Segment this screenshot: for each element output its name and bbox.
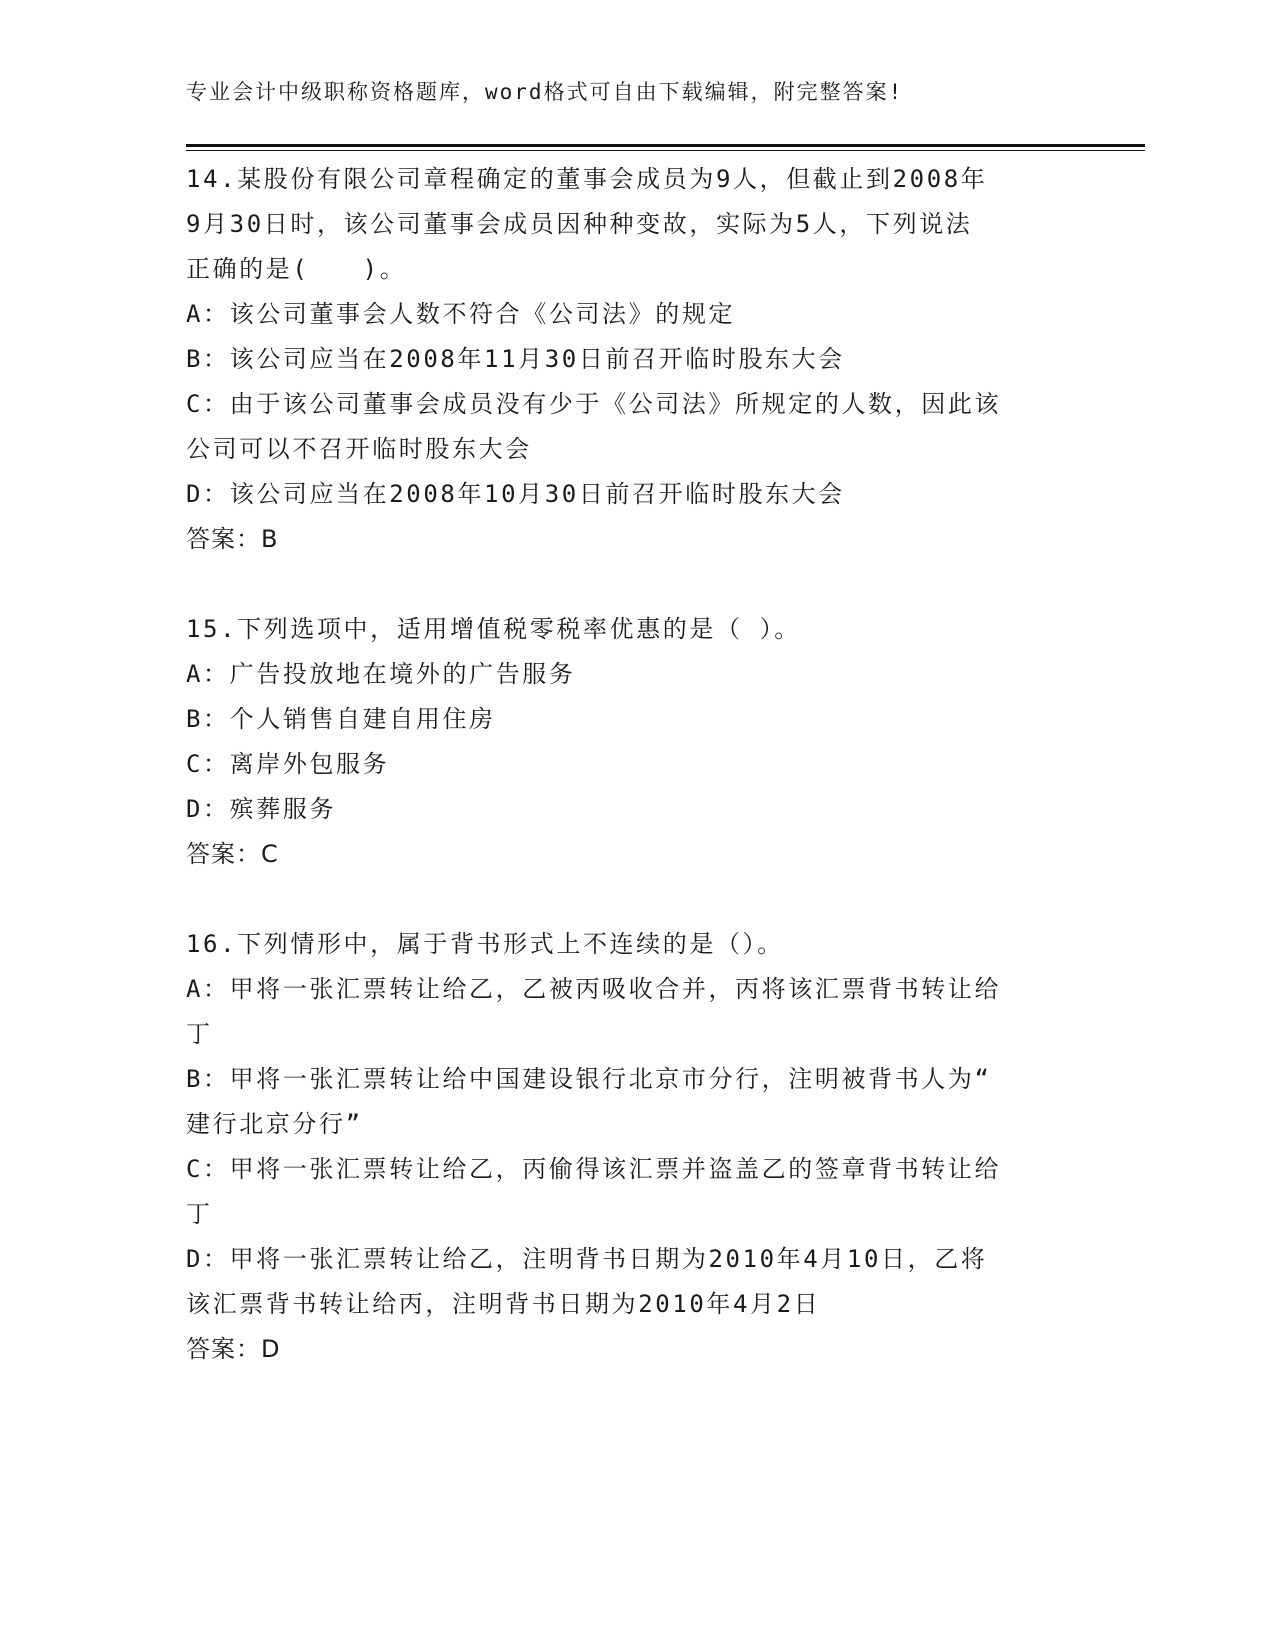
header-rule-thin (186, 150, 1145, 151)
option-c: C：由于该公司董事会成员没有少于《公司法》所规定的人数，因此该 (186, 390, 1002, 418)
option-c-continued: 丁 (186, 1200, 213, 1228)
option-b-continued: 建行北京分行” (186, 1110, 363, 1138)
answer: 答案：D (186, 1335, 281, 1363)
option-d-continued: 该汇票背书转让给丙，注明背书日期为2010年4月2日 (186, 1290, 821, 1318)
spacer (186, 877, 1066, 922)
answer: 答案：C (186, 840, 279, 868)
question-15 (186, 607, 1066, 877)
option-d: D：该公司应当在2008年10月30日前召开临时股东大会 (186, 480, 845, 508)
option-a: A：甲将一张汇票转让给乙，乙被丙吸收合并，丙将该汇票背书转让给 (186, 975, 1002, 1003)
question-14 (186, 157, 1066, 562)
question-stem-line: 正确的是( )。 (186, 255, 407, 283)
option-d: D：殡葬服务 (186, 795, 337, 823)
option-a-continued: 丁 (186, 1020, 213, 1048)
option-b: B：甲将一张汇票转让给中国建设银行北京市分行，注明被背书人为“ (186, 1065, 992, 1093)
spacer (186, 562, 1066, 607)
question-stem-line: 16.下列情形中，属于背书形式上不连续的是（）。 (186, 930, 784, 958)
option-a: A：该公司董事会人数不符合《公司法》的规定 (186, 300, 736, 328)
option-c: C：离岸外包服务 (186, 750, 390, 778)
header-rule-thick (186, 144, 1145, 147)
document-page (186, 0, 1146, 1650)
option-b: B：个人销售自建自用住房 (186, 705, 496, 733)
question-16 (186, 922, 1066, 1372)
question-stem-line: 14.某股份有限公司章程确定的董事会成员为9人，但截止到2008年 (186, 165, 988, 193)
question-list (186, 157, 1066, 1372)
option-a: A：广告投放地在境外的广告服务 (186, 660, 576, 688)
option-c-continued: 公司可以不召开临时股东大会 (186, 435, 532, 463)
question-stem-line: 15.下列选项中，适用增值税零税率优惠的是（ ）。 (186, 615, 801, 643)
page-header: 专业会计中级职称资格题库，word格式可自由下载编辑，附完整答案! (186, 80, 904, 104)
question-stem-line: 9月30日时，该公司董事会成员因种种变故，实际为5人，下列说法 (186, 210, 973, 238)
option-d: D：甲将一张汇票转让给乙，注明背书日期为2010年4月10日，乙将 (186, 1245, 988, 1273)
option-c: C：甲将一张汇票转让给乙，丙偷得该汇票并盗盖乙的签章背书转让给 (186, 1155, 1002, 1183)
answer: 答案：B (186, 525, 279, 553)
option-b: B：该公司应当在2008年11月30日前召开临时股东大会 (186, 345, 845, 373)
